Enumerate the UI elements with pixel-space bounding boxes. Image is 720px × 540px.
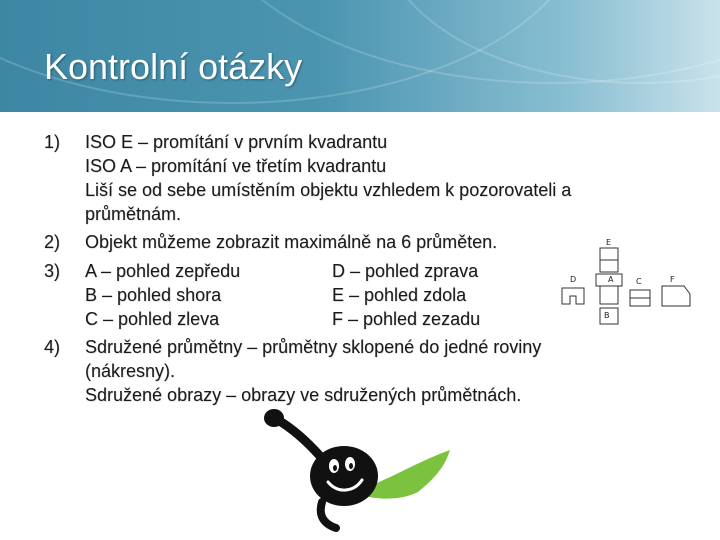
flying-mascot-figure <box>252 400 452 540</box>
view-f-shape <box>662 286 690 306</box>
item-number: 4) <box>44 337 61 357</box>
label-d: D <box>570 275 577 284</box>
item-line: Objekt můžeme zobrazit maximálně na 6 průměten. <box>85 232 498 252</box>
item-line: ISO E – promítání v prvním kvadrantu <box>85 132 388 152</box>
view-label: D – pohled zprava <box>332 261 479 281</box>
label-a: A <box>608 275 614 284</box>
item-number: 3) <box>44 261 61 281</box>
projection-diagram <box>556 236 696 326</box>
item-number: 1) <box>44 132 61 152</box>
view-label: C – pohled zleva <box>85 309 220 329</box>
mascot-leg <box>321 502 336 528</box>
mascot-head <box>310 446 378 506</box>
mascot-arm <box>278 420 320 456</box>
label-e: E <box>606 238 612 247</box>
label-b: B <box>604 311 610 320</box>
item-line: Liší se od sebe umístěním objektu vzhledem k pozorovateli a <box>85 180 572 200</box>
item-line: průmětnám. <box>85 204 182 224</box>
item-number: 2) <box>44 232 61 252</box>
view-label: E – pohled zdola <box>332 285 467 305</box>
view-d-shape <box>562 288 584 304</box>
item-line: (nákresny). <box>85 361 176 381</box>
item-line: ISO A – promítání ve třetím kvadrantu <box>85 156 387 176</box>
view-label: A – pohled zepředu <box>85 261 241 281</box>
item-line: Sdružené průmětny – průmětny sklopené do jedné roviny <box>85 337 542 357</box>
slide-title: Kontrolní otázky <box>44 46 303 87</box>
mascot-fist <box>264 409 284 427</box>
label-c: C <box>636 277 642 286</box>
item-line: Sdružené obrazy – obrazy ve sdružených průmětnách. <box>85 385 522 405</box>
label-f: F <box>670 275 675 284</box>
view-label: B – pohled shora <box>85 285 222 305</box>
view-label: F – pohled zezadu <box>332 309 481 329</box>
